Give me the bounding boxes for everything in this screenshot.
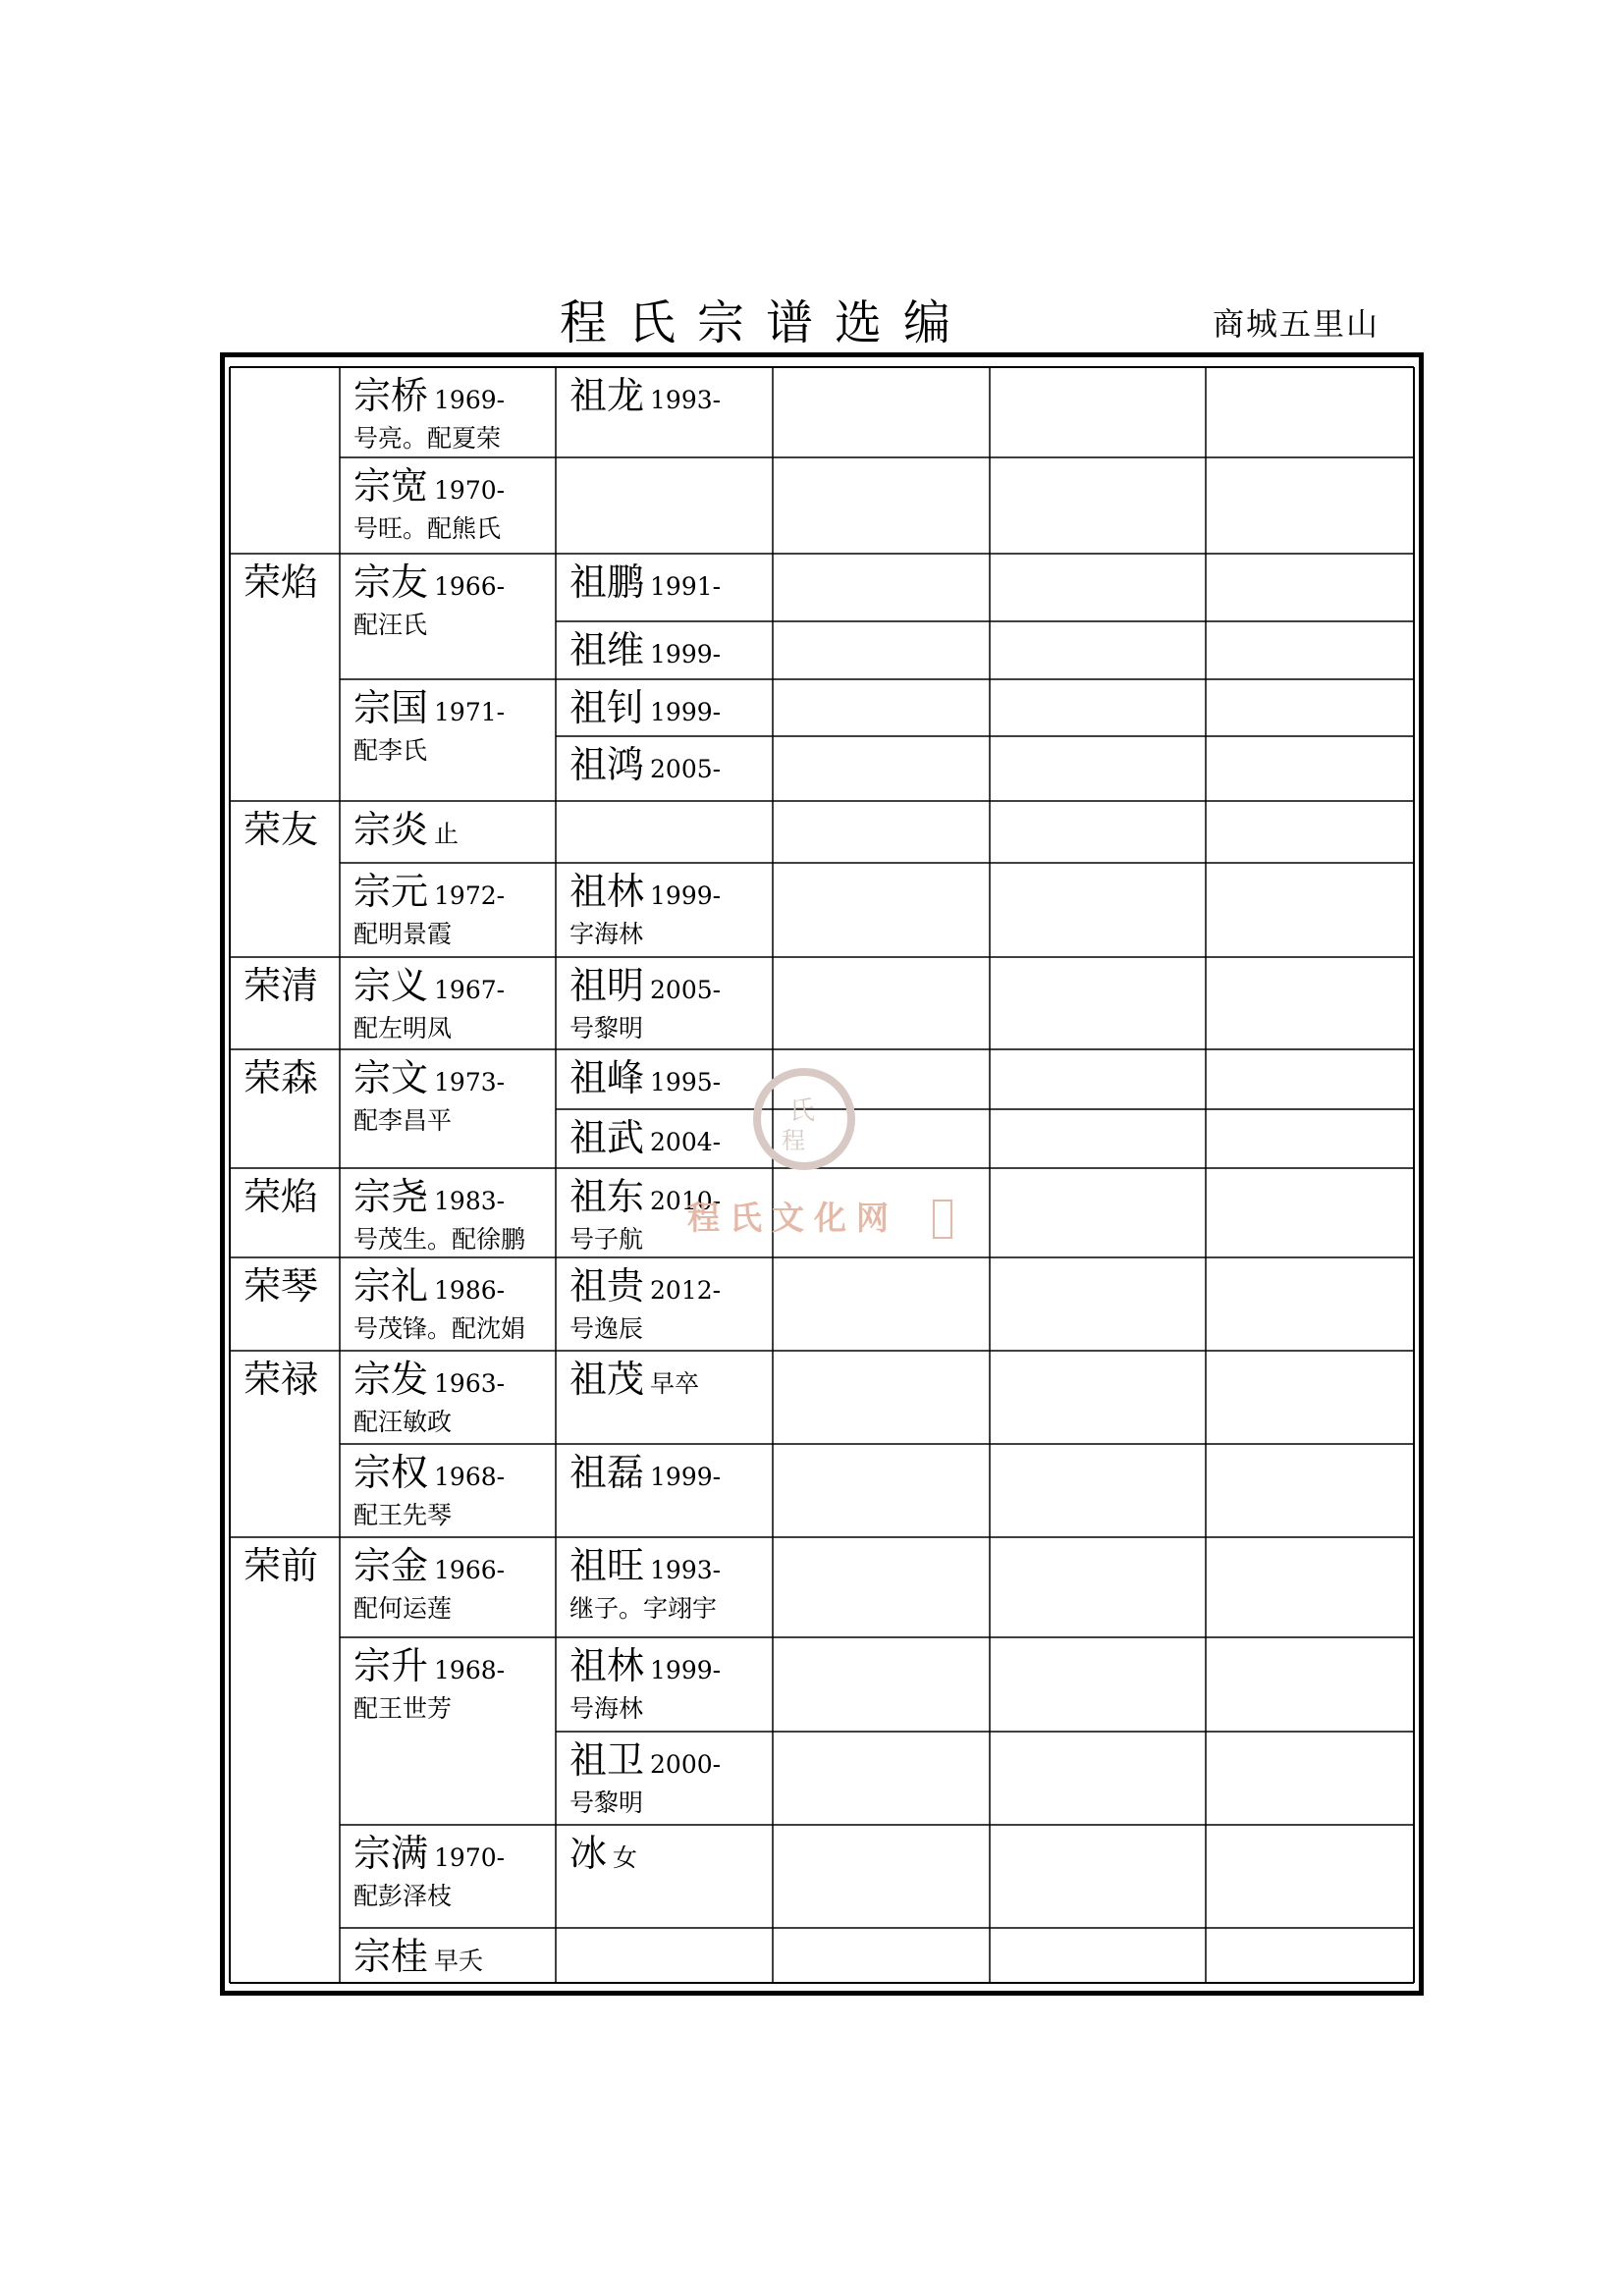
grandson-year: 2005-: [650, 976, 722, 1004]
grandson-year: 1991-: [650, 572, 722, 601]
grandson-year: 女: [613, 1843, 638, 1872]
son-year: 1972-: [434, 881, 506, 910]
grandson-name: 冰: [569, 1832, 608, 1875]
grandson-name: 祖茂: [569, 1358, 645, 1401]
parent-name: 荣友: [244, 808, 319, 851]
son-entry: [353, 561, 506, 604]
son-year: 止: [434, 820, 460, 848]
grandson-note: 号子航: [569, 1225, 644, 1254]
grandson-name: 祖磊: [569, 1451, 645, 1494]
son-year: 1970-: [434, 476, 506, 505]
grandson-note: 号海林: [569, 1694, 644, 1723]
grandson-entry: [569, 374, 722, 417]
son-entry: [353, 1544, 506, 1587]
grandson-name: 祖贵: [569, 1264, 645, 1308]
grandson-year: 2010-: [650, 1187, 722, 1215]
son-entry: [353, 1358, 506, 1401]
son-note: 配李昌平: [353, 1106, 453, 1135]
son-entry: [353, 964, 506, 1007]
grandson-entry: [569, 1644, 722, 1687]
grandson-name: 祖旺: [569, 1544, 645, 1587]
son-name: 宗发: [353, 1358, 429, 1401]
grandson-entry: [569, 1451, 722, 1494]
grandson-note: 继子。字翊宇: [569, 1594, 718, 1623]
grandson-year: 1999-: [650, 698, 722, 726]
grandson-year: 1999-: [650, 881, 722, 910]
grandson-name: 祖鹏: [569, 561, 645, 604]
grandson-note: 号黎明: [569, 1789, 644, 1817]
grandson-entry: [569, 1264, 722, 1308]
grandson-name: 祖维: [569, 628, 645, 671]
son-entry: [353, 686, 506, 729]
parent-name: 荣焰: [244, 561, 319, 604]
son-name: 宗升: [353, 1644, 429, 1687]
son-note: 配汪氏: [353, 611, 428, 639]
son-year: 1973-: [434, 1068, 506, 1096]
son-note: 配何运莲: [353, 1594, 453, 1623]
son-year: 1971-: [434, 698, 506, 726]
son-year: 1963-: [434, 1369, 506, 1398]
son-note: 号茂生。配徐鹏: [353, 1225, 526, 1254]
grandson-year: 1993-: [650, 1556, 722, 1584]
grandson-name: 祖东: [569, 1175, 645, 1218]
seal-watermark-icon: [750, 1065, 858, 1173]
grandson-name: 祖武: [569, 1116, 645, 1159]
son-year: 1966-: [434, 1556, 506, 1584]
grandson-year: 1999-: [650, 1463, 722, 1491]
grandson-note: 号逸辰: [569, 1314, 644, 1343]
son-entry: [353, 464, 506, 507]
son-note: 配彭泽枝: [353, 1882, 453, 1910]
son-note: 配左明凤: [353, 1014, 453, 1042]
grandson-name: 祖明: [569, 964, 645, 1007]
son-entry: [353, 1935, 484, 1978]
son-year: 1983-: [434, 1187, 506, 1215]
grandson-name: 祖龙: [569, 374, 645, 417]
son-name: 宗满: [353, 1832, 429, 1875]
son-note: 配王先琴: [353, 1501, 453, 1529]
grandson-note: 号黎明: [569, 1014, 644, 1042]
son-note: 配王世芳: [353, 1694, 453, 1723]
grandson-year: 2004-: [650, 1128, 722, 1156]
grandson-entry: [569, 1832, 638, 1875]
parent-name: 荣禄: [244, 1358, 319, 1401]
son-entry: [353, 1264, 506, 1308]
son-name: 宗尧: [353, 1175, 429, 1218]
son-note: 号亮。配夏荣: [353, 424, 502, 453]
grandson-year: 1999-: [650, 640, 722, 668]
son-entry: [353, 1056, 506, 1099]
son-entry: [353, 808, 460, 851]
grandson-year: 2012-: [650, 1276, 722, 1305]
son-name: 宗友: [353, 561, 429, 604]
son-year: 1969-: [434, 386, 506, 414]
son-year: 早夭: [434, 1947, 484, 1975]
son-entry: [353, 374, 506, 417]
son-note: 配明景霞: [353, 920, 453, 948]
grandson-entry: [569, 1544, 722, 1587]
grandson-entry: [569, 1056, 722, 1099]
grandson-entry: [569, 870, 722, 913]
grandson-entry: [569, 561, 722, 604]
son-entry: [353, 1175, 506, 1218]
grandson-name: 祖峰: [569, 1056, 645, 1099]
grandson-year: 2000-: [650, 1750, 722, 1779]
grandson-entry: [569, 686, 722, 729]
parent-name: 荣森: [244, 1056, 319, 1099]
son-name: 宗桂: [353, 1935, 429, 1978]
page-title: 程氏宗谱选编: [560, 295, 973, 350]
grandson-name: 祖林: [569, 870, 645, 913]
parent-name: 荣琴: [244, 1264, 319, 1308]
son-name: 宗义: [353, 964, 429, 1007]
son-year: 1968-: [434, 1463, 506, 1491]
grandson-year: 2005-: [650, 755, 722, 783]
son-year: 1966-: [434, 572, 506, 601]
grandson-entry: [569, 1738, 722, 1782]
son-entry: [353, 870, 506, 913]
son-name: 宗礼: [353, 1264, 429, 1308]
son-year: 1968-: [434, 1656, 506, 1684]
son-note: 号茂锋。配沈娟: [353, 1314, 526, 1343]
grandson-name: 祖鸿: [569, 743, 645, 786]
svg-text:程: 程: [782, 1127, 805, 1154]
son-name: 宗文: [353, 1056, 429, 1099]
watermark-text: 程氏文化网: [687, 1199, 898, 1237]
grandson-year: 1993-: [650, 386, 722, 414]
son-year: 1970-: [434, 1843, 506, 1872]
grandson-entry: [569, 1116, 722, 1159]
son-name: 宗国: [353, 686, 429, 729]
grandson-name: 祖卫: [569, 1738, 645, 1782]
son-entry: [353, 1832, 506, 1875]
grandson-note: 字海林: [569, 920, 644, 948]
grandson-name: 祖钊: [569, 686, 645, 729]
grandson-year: 早卒: [650, 1369, 700, 1398]
grandson-entry: [569, 628, 722, 671]
parent-name: 荣前: [244, 1544, 319, 1587]
grandson-name: 祖林: [569, 1644, 645, 1687]
son-name: 宗宽: [353, 464, 429, 507]
son-entry: [353, 1644, 506, 1687]
son-name: 宗金: [353, 1544, 429, 1587]
grandson-entry: [569, 1358, 700, 1401]
page-subtitle: 商城五里山: [1213, 305, 1380, 343]
grandson-entry: [569, 743, 722, 786]
svg-text:氏: 氏: [789, 1096, 816, 1126]
son-name: 宗权: [353, 1451, 429, 1494]
son-name: 宗元: [353, 870, 429, 913]
son-year: 1967-: [434, 976, 506, 1004]
son-note: 配汪敏政: [353, 1408, 453, 1436]
son-year: 1986-: [434, 1276, 506, 1305]
grandson-year: 1999-: [650, 1656, 722, 1684]
grandson-year: 1995-: [650, 1068, 722, 1096]
grandson-entry: [569, 964, 722, 1007]
son-entry: [353, 1451, 506, 1494]
son-name: 宗桥: [353, 374, 429, 417]
parent-name: 荣清: [244, 964, 319, 1007]
red-stamp-icon: [933, 1200, 952, 1239]
son-note: 配李氏: [353, 736, 428, 765]
parent-name: 荣焰: [244, 1175, 319, 1218]
son-note: 号旺。配熊氏: [353, 514, 502, 543]
son-name: 宗炎: [353, 808, 429, 851]
